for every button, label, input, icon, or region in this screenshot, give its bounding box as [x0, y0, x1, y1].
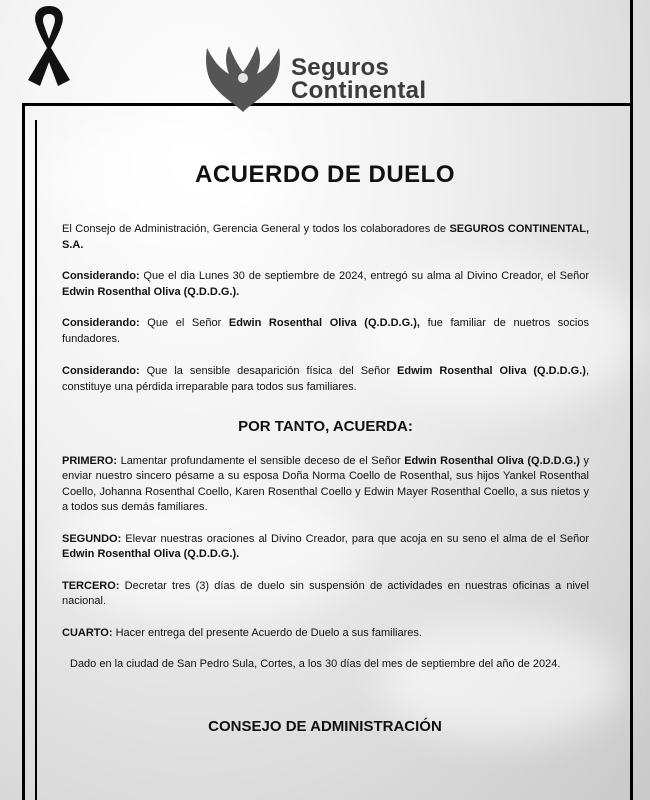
- deceased-name: Edwin Rosenthal Oliva (Q.D.D.G.),: [228, 317, 420, 329]
- considerando-label: Considerando:: [62, 270, 140, 282]
- resolution-label: CUARTO:: [62, 626, 113, 639]
- considerando-1: [62, 269, 589, 300]
- resolution-label: TERCERO:: [62, 579, 120, 592]
- considerando-text: Que el dia Lunes 30 de septiembre de 2024, entregó su alma al Divino Creador, el Señor: [139, 270, 589, 282]
- frame-right-line: [630, 0, 633, 800]
- intro-text: El Consejo de Administración, Gerencia General y todos los colaboradores de: [62, 223, 450, 235]
- considerando-2: [62, 316, 589, 347]
- resolution-cuarto: [62, 626, 589, 642]
- considerando-after: , constituye una pérdida irreparable para todos sus familiares.: [62, 365, 590, 393]
- resolution-label: PRIMERO:: [62, 454, 117, 467]
- resolution-primero: [62, 454, 589, 516]
- considerando-after: fue familiar de nuetros socios fundadores.: [62, 317, 589, 345]
- considerando-text: Que el Señor: [139, 317, 229, 329]
- considerando-text: Que la sensible desaparición física del Señor: [139, 365, 398, 377]
- document-body: [62, 222, 589, 689]
- brand-name: [291, 56, 426, 102]
- resolution-tercero: [62, 579, 589, 610]
- deceased-name: Edwim Rosenthal Oliva (Q.D.D.G.): [397, 365, 586, 377]
- resolution-text: Hacer entrega del presente Acuerdo de Duelo a sus familiares.: [112, 626, 422, 639]
- phoenix-icon: [203, 42, 283, 116]
- document-title: ACUERDO DE DUELO: [194, 161, 455, 188]
- considerando-label: Considerando:: [62, 317, 140, 329]
- resolution-label: SEGUNDO:: [62, 532, 122, 545]
- resolution-segundo: [62, 532, 589, 563]
- considerando-3: [62, 364, 589, 395]
- frame-inner-line: [35, 120, 37, 800]
- resolution-text: Lamentar profundamente el sensible deceso de el Señor: [117, 454, 405, 467]
- considerando-label: Considerando:: [62, 365, 140, 377]
- signature-line: CONSEJO DE ADMINISTRACIÓN: [208, 718, 442, 735]
- company-name: SEGUROS CONTINENTAL, S.A.: [62, 223, 589, 251]
- company-logo: [203, 42, 426, 116]
- resolution-text: Elevar nuestras oraciones al Divino Creador, para que acoja en su seno el alma de el Señor: [121, 532, 589, 545]
- frame-left-line: [22, 103, 25, 800]
- resolution-text: Decretar tres (3) días de duelo sin suspensión de actividades en nuestras oficinas a nivel nacional.: [62, 579, 589, 607]
- brand-name-line2: Continental: [291, 77, 427, 104]
- deceased-name: Edwin Rosenthal Oliva (Q.D.D.G.).: [62, 285, 240, 298]
- deceased-name: Edwin Rosenthal Oliva (Q.D.D.G.).: [62, 548, 240, 560]
- mourning-ribbon-icon: [10, 2, 88, 90]
- closing-statement: Dado en la ciudad de San Pedro Sula, Cortes, a los 30 días del mes de septiembre del año de 2024.: [70, 658, 561, 670]
- resolution-after: y enviar nuestro sincero pésame a su esposa Doña Norma Coello de Rosenthal, sus hijos Yankel Rosenthal Coello, Johanna Rosenthal Coello, Karen Rosenthal Coello y Edwin Mayer Rosenthal Coello, a sus nietos y a todos sus demás familiares.: [62, 454, 590, 513]
- brand-name-line1: Seguros: [291, 54, 390, 81]
- section-subtitle: POR TANTO, ACUERDA:: [238, 418, 413, 435]
- intro-paragraph: [62, 222, 589, 253]
- deceased-name: Edwin Rosenthal Oliva (Q.D.D.G.): [404, 454, 580, 467]
